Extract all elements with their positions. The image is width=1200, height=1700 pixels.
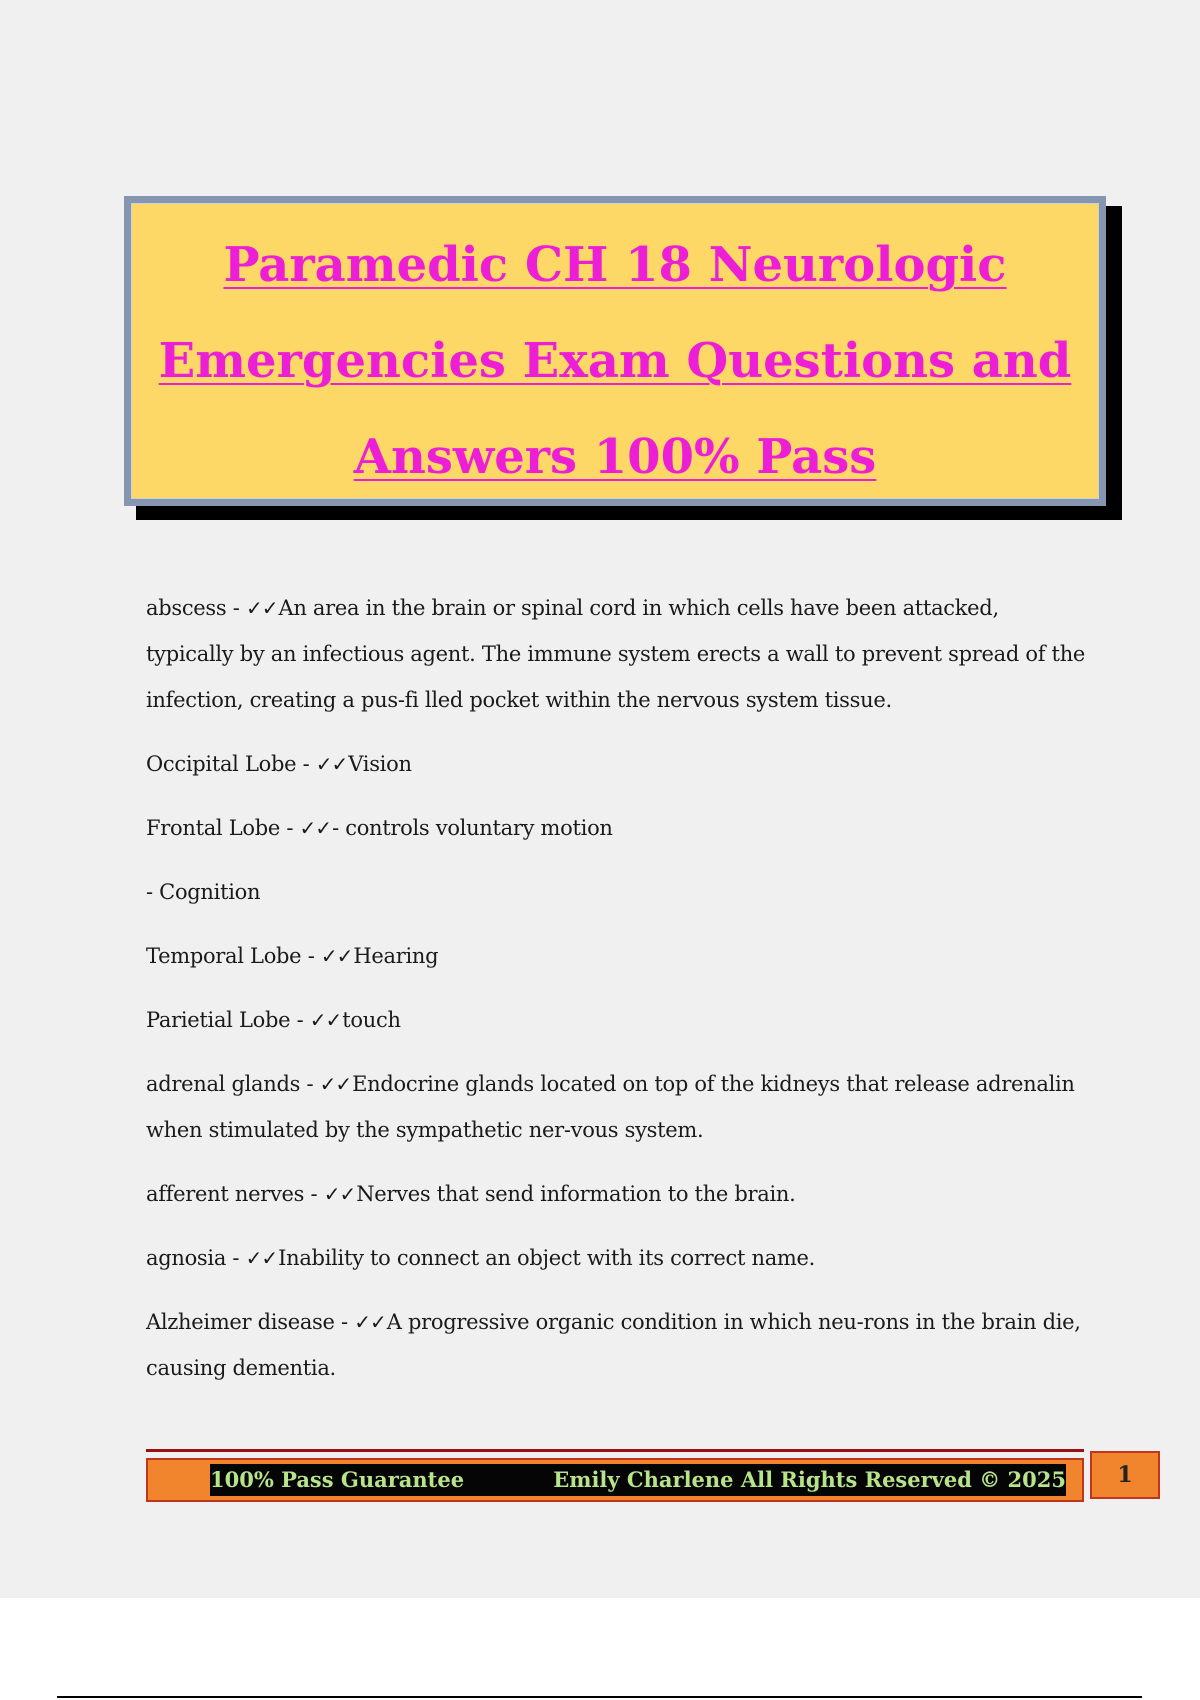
entry-term: Frontal Lobe - [146,816,300,840]
entry-occipital-lobe [146,741,1086,787]
footer-divider [146,1449,1084,1452]
entry-term: adrenal glands - [146,1072,320,1096]
entry-term: afferent nerves - [146,1182,324,1206]
double-check-icon: ✓✓ [315,752,348,776]
footer-text-band [210,1464,1066,1496]
double-check-icon: ✓✓ [320,944,353,968]
entry-cognition [146,869,1086,915]
entry-definition: Endocrine glands located on top of the kidneys that release adrenalin when stimulated by the sympathetic ner-vous system. [146,1072,1075,1142]
entry-term: Parietial Lobe - [146,1008,310,1032]
entry-term: abscess - [146,596,246,620]
entry-definition: Nerves that send information to the brain. [356,1182,796,1206]
double-check-icon: ✓✓ [245,1246,278,1270]
entry-definition: - controls voluntary motion [332,816,613,840]
double-check-icon: ✓✓ [309,1008,342,1032]
footer-guarantee-text: 100% Pass Guarantee [210,1467,465,1492]
title-box [124,196,1106,506]
title-line-3: Answers 100% Pass [353,429,877,485]
bottom-divider [57,1696,1142,1698]
double-check-icon: ✓✓ [245,596,278,620]
page-number-box [1090,1451,1160,1499]
title-line-1: Paramedic CH 18 Neurologic [223,237,1007,293]
entry-term: Occipital Lobe - [146,752,316,776]
entry-term: Alzheimer disease - [146,1310,355,1334]
document-title [131,217,1099,505]
entry-parietal-lobe [146,997,1086,1043]
entry-adrenal-glands [146,1061,1086,1153]
entry-definition: Vision [348,752,412,776]
title-line-2: Emergencies Exam Questions and [158,333,1072,389]
entry-definition: An area in the brain or spinal cord in which cells have been attacked, typically by an infectious agent. The immune system erects a wall to prevent spread of the infection, creating a pus-fi lled pocket within the nervous system tissue. [146,596,1086,712]
double-check-icon: ✓✓ [319,1072,352,1096]
entry-temporal-lobe [146,933,1086,979]
entry-definition: Hearing [353,944,439,968]
entry-term: agnosia - [146,1246,246,1270]
entry-afferent-nerves [146,1171,1086,1217]
footer-copyright-text: Emily Charlene All Rights Reserved © 2025 [553,1467,1066,1492]
double-check-icon: ✓✓ [323,1182,356,1206]
entry-frontal-lobe [146,805,1086,851]
entry-definition: - Cognition [146,880,261,904]
entry-abscess [146,585,1086,723]
double-check-icon: ✓✓ [354,1310,386,1334]
entry-alzheimer-disease [146,1299,1086,1391]
entry-definition: Inability to connect an object with its correct name. [278,1246,816,1270]
double-check-icon: ✓✓ [299,816,332,840]
page-footer [146,1458,1084,1502]
entry-definition: touch [342,1008,401,1032]
flashcard-list [146,585,1086,1409]
entry-term: Temporal Lobe - [146,944,321,968]
page-number: 1 [1117,1462,1133,1488]
entry-agnosia [146,1235,1086,1281]
entry-definition: A progressive organic condition in which neu-rons in the brain die, causing dementia. [146,1310,1081,1380]
